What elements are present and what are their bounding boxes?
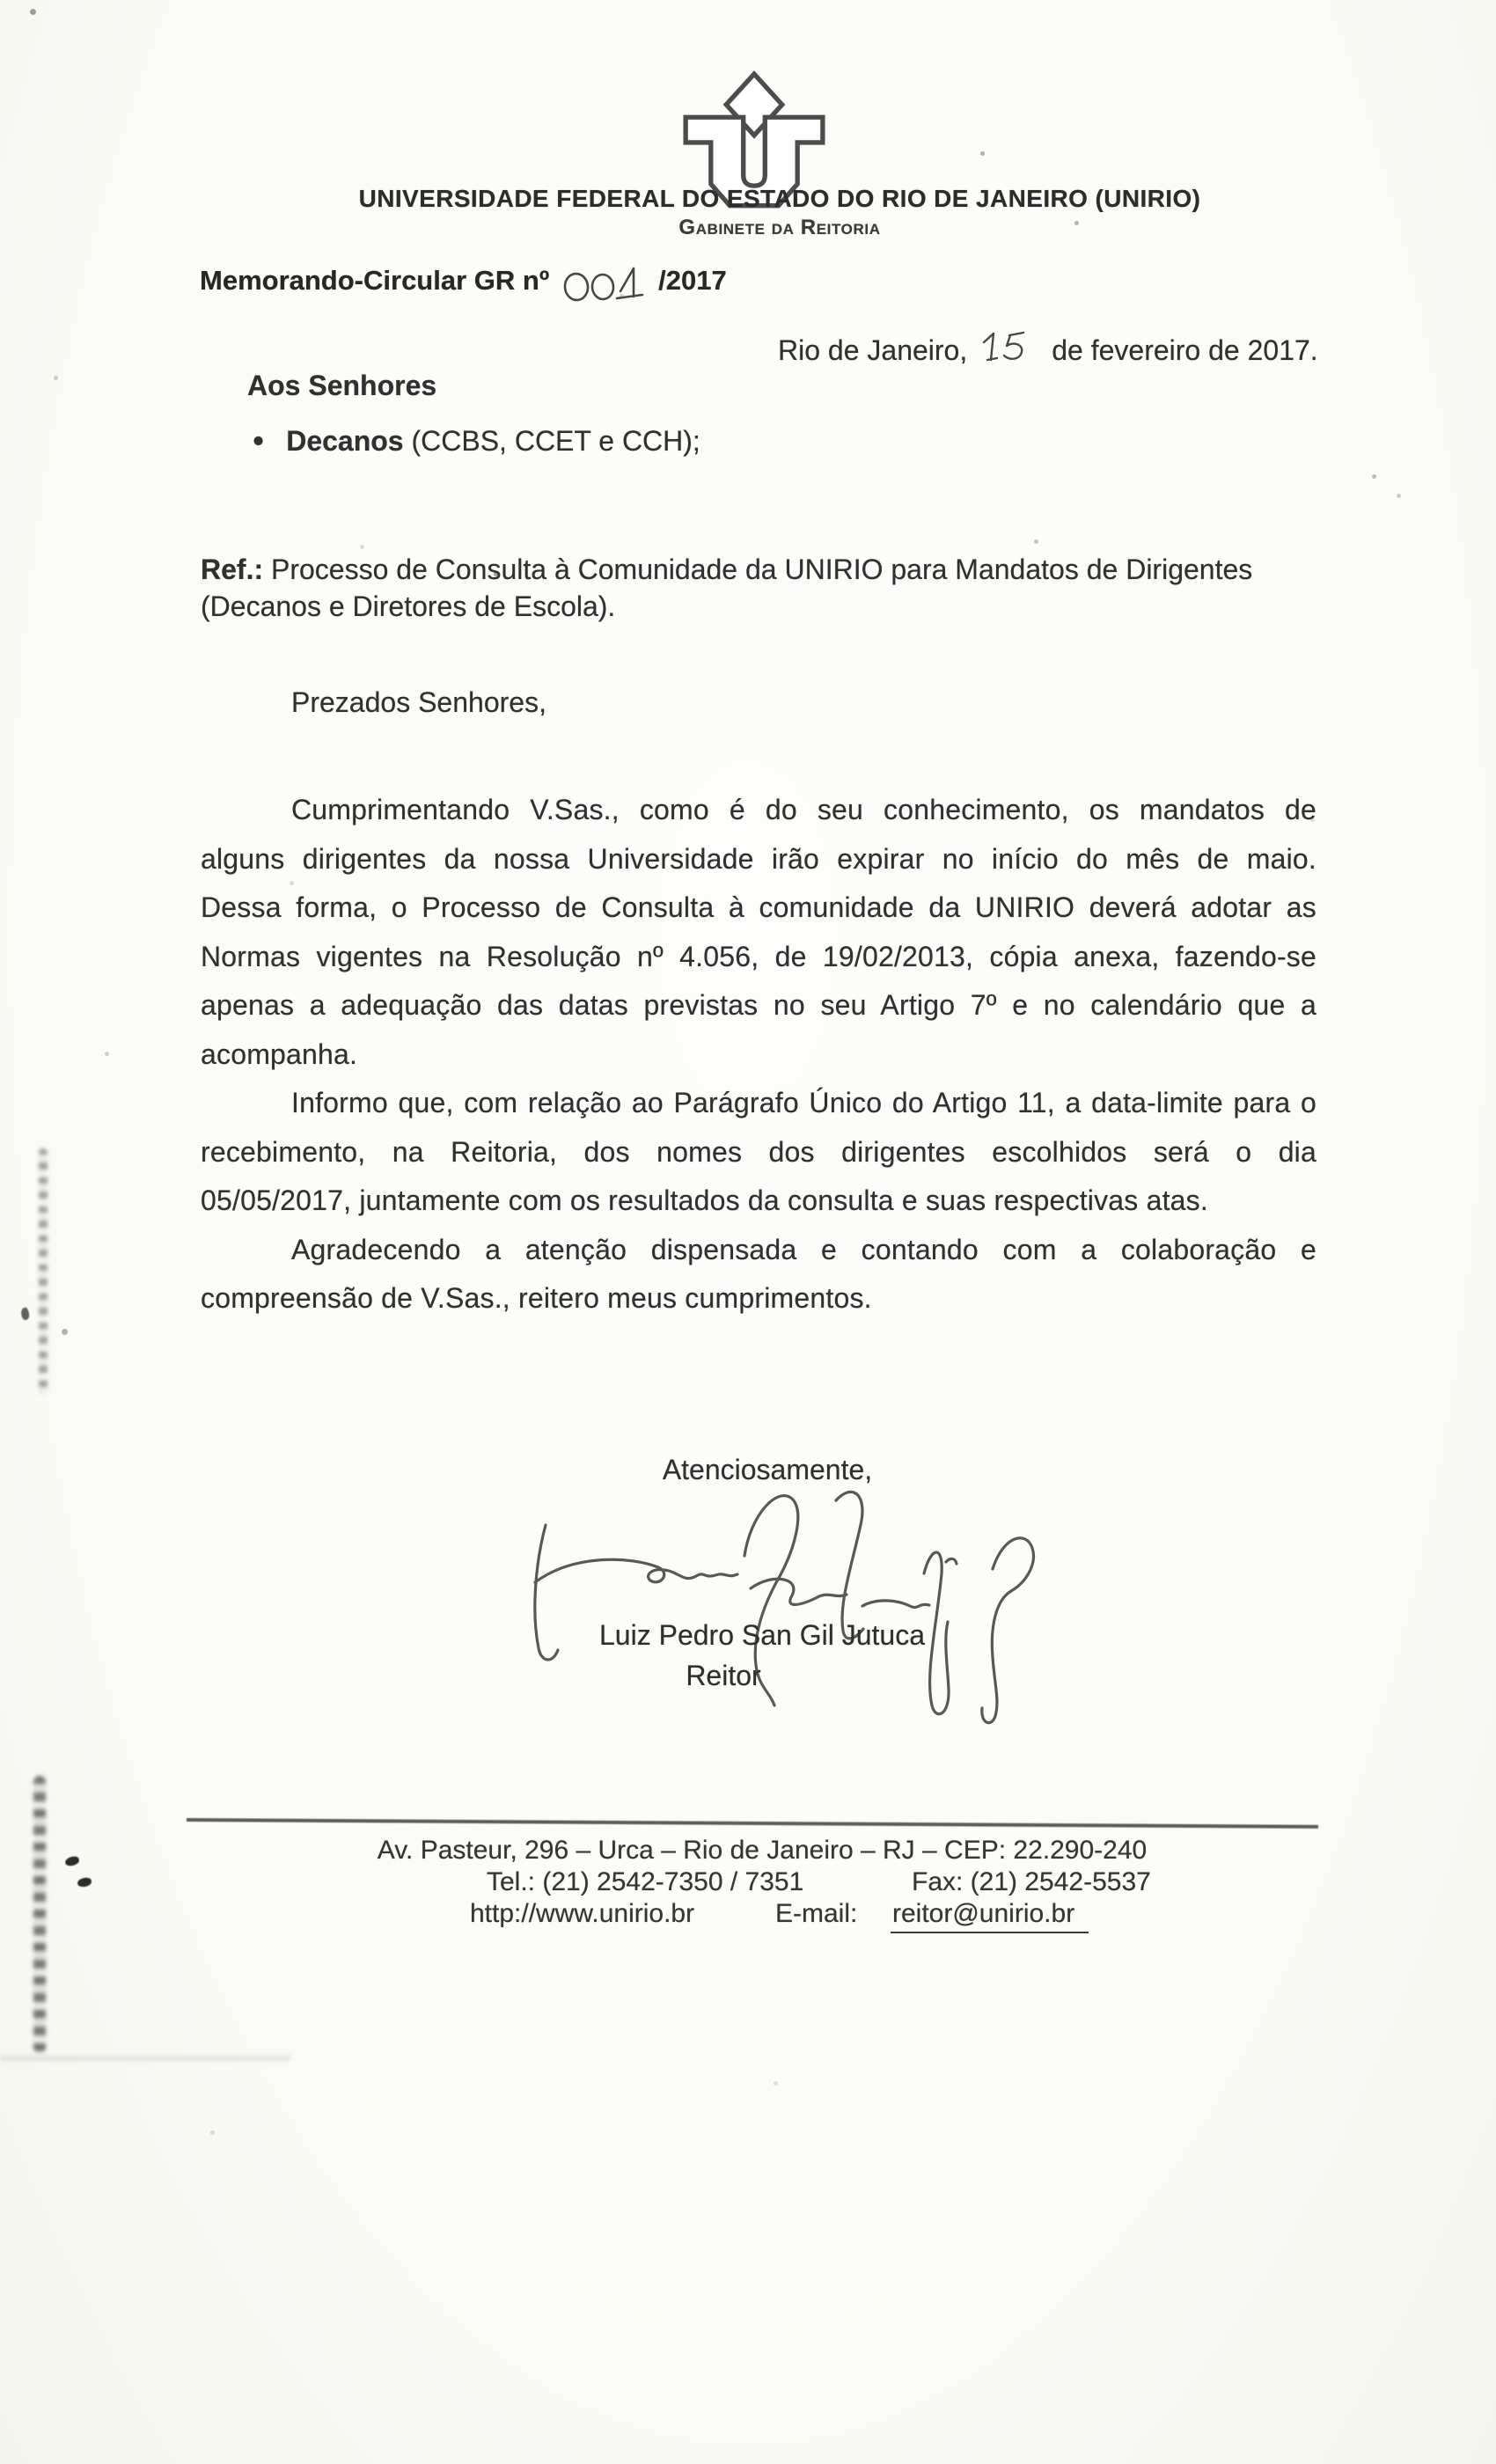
memo-label: Memorando-Circular GR nº [200, 265, 550, 296]
reference-line1 [201, 551, 1327, 588]
footer-fax: Fax: (21) 2542-5537 [912, 1867, 1151, 1896]
addressee-rest: (CCBS, CCET e CCH); [403, 425, 700, 457]
body-line: acompanha. [201, 1038, 358, 1070]
footer-divider [187, 1818, 1318, 1829]
date-prefix: Rio de Janeiro, [778, 334, 968, 366]
reference-label: Ref.: [201, 554, 264, 585]
footer-website: http://www.unirio.br [470, 1899, 695, 1928]
handwritten-signature [526, 1490, 1089, 1745]
footer-phone: Tel.: (21) 2542-7350 / 7351 [487, 1867, 804, 1896]
date-suffix: de fevereiro de 2017. [1052, 334, 1318, 366]
date-line [778, 331, 1318, 370]
footer-address: Av. Pasteur, 296 – Urca – Rio de Janeiro – RJ – CEP: 22.290-240 [377, 1836, 1148, 1865]
reference-line2: (Decanos e Diretores de Escola). [201, 590, 616, 622]
scan-mark [77, 1877, 92, 1888]
addressee-heading: Aos Senhores [247, 370, 437, 401]
body-line: Informo que, com relação ao Parágrafo Único do Artigo 11, a data-limite para o [291, 1087, 1316, 1118]
footer-email-label: E-mail: [775, 1899, 858, 1928]
addressee-item [253, 422, 700, 459]
handwritten-memo-number [561, 263, 649, 305]
scan-streak [33, 1776, 46, 2053]
scan-streak [39, 1148, 48, 1395]
signer-name: Luiz Pedro San Gil Jutuca [599, 1619, 925, 1651]
reference-text: Processo de Consulta à Comunidade da UNIRIO para Mandatos de Dirigentes [263, 554, 1253, 585]
scan-noise [0, 0, 3, 3]
body-line: Agradecendo a atenção dispensada e contando com a colaboração e [291, 1233, 1316, 1265]
body-line: recebimento, na Reitoria, dos nomes dos dirigentes escolhidos será o dia [201, 1135, 1316, 1168]
closing-word: Atenciosamente, [662, 1454, 873, 1485]
salutation: Prezados Senhores, [291, 686, 546, 718]
scan-band [0, 2056, 290, 2061]
reference-block [201, 551, 1327, 625]
body-line: apenas a adequação das datas previstas no seu Artigo 7º e no calendário que a [201, 989, 1316, 1021]
handwritten-day [979, 326, 1036, 365]
scan-mark [19, 1307, 31, 1321]
body-text [201, 786, 1316, 1324]
body-line: alguns dirigentes da nossa Universidade irão expirar no início do mês de maio. [201, 842, 1316, 875]
office-name: Gabinete da Reitoria [678, 216, 881, 239]
body-line: Cumprimentando V.Sas., como é do seu conhecimento, os mandatos de [291, 794, 1316, 825]
footer-email: reitor@unirio.br [891, 1899, 1089, 1933]
body-line: Normas vigentes na Resolução nº 4.056, de 19/02/2013, cópia anexa, fazendo-se [201, 940, 1316, 972]
university-name: UNIVERSIDADE FEDERAL DO ESTADO DO RIO DE JANEIRO (UNIRIO) [358, 185, 1201, 212]
body-line: 05/05/2017, juntamente com os resultados da consulta e suas respectivas atas. [201, 1184, 1208, 1216]
memo-year: /2017 [658, 265, 727, 296]
addressee-name: Decanos [286, 425, 404, 457]
bullet-icon: • [253, 422, 265, 459]
memo-number-line [200, 260, 727, 302]
body-line: Dessa forma, o Processo de Consulta à comunidade da UNIRIO deverá adotar as [201, 891, 1316, 923]
body-line: compreensão de V.Sas., reitero meus cumprimentos. [201, 1282, 872, 1314]
signer-title: Reitor [686, 1660, 761, 1691]
